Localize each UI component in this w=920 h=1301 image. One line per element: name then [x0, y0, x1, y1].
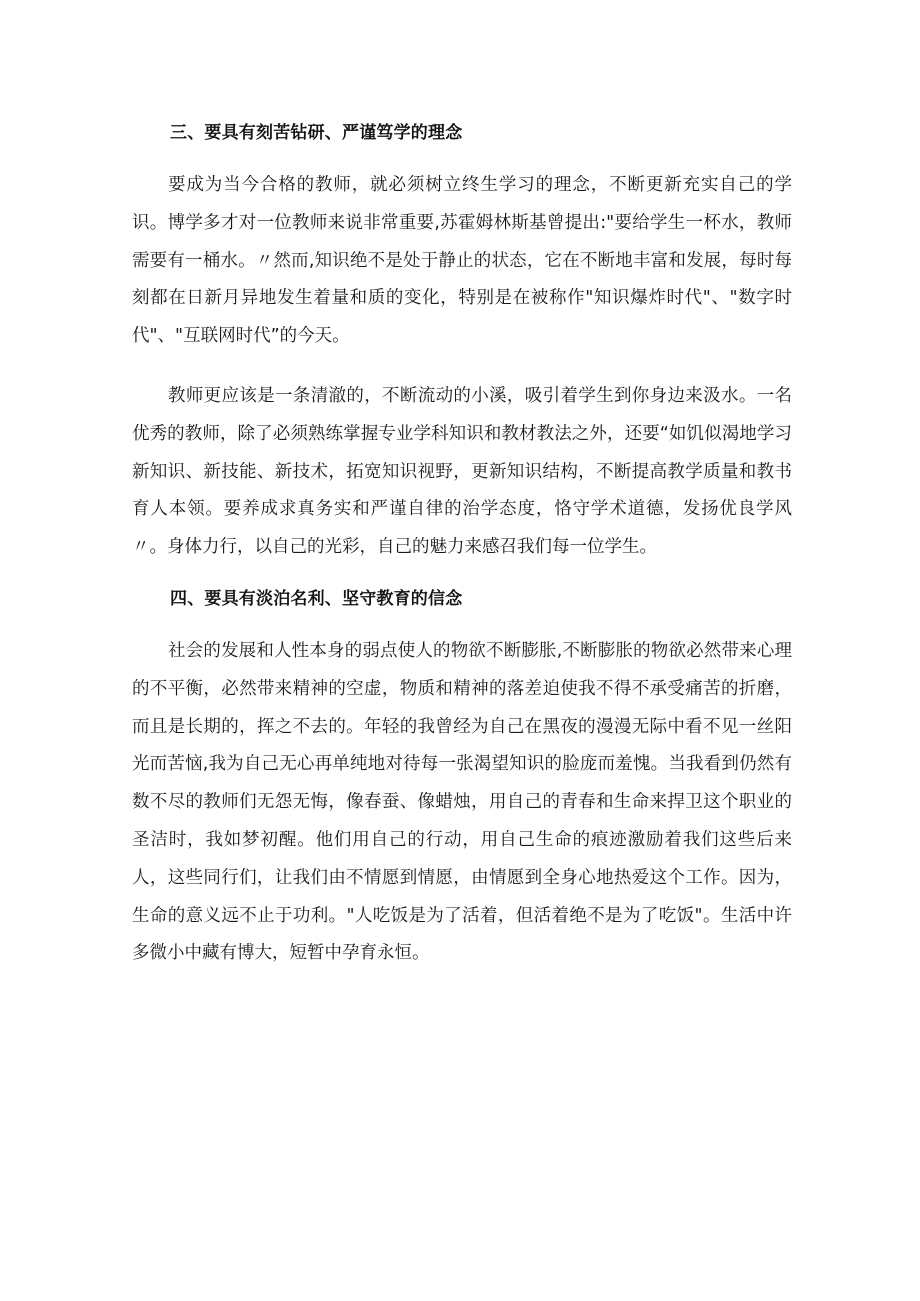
paragraph-beyond-fame: 社会的发展和人性本身的弱点使人的物欲不断膨胀,不断膨胀的物欲必然带来心理的不平衡，必然带来精神的空虚，物质和精神的落差迫使我不得不承受痛苦的折磨，而且是长期的，挥之不去的。年轻的我曾经为自己在黑夜的漫漫无际中看不见一丝阳光而苦恼,我为自己无心再单纯地对待每一张渴望知识的脸庞而羞愧。当我看到仍然有数不尽的教师们无怨无悔，像春蚕、像蜡烛，用自己的青春和生命来捍卫这个职业的圣洁时，我如梦初醒。他们用自己的行动，用自己生命的痕迹激励着我们这些后来人，这些同行们，让我们由不情愿到情愿，由情愿到全身心地热爱这个工作。因为，生命的意义远不止于功利。"人吃饭是为了活着，但活着绝不是为了吃饭"。生活中许多微小中藏有博大，短暂中孕育永恒。: [132, 640, 792, 964]
document-body: [132, 116, 792, 973]
section-heading-4: 四、要具有淡泊名利、坚守教育的信念: [170, 588, 463, 609]
paragraph-lifelong-learning: 要成为当今合格的教师，就必须树立终生学习的理念，不断更新充实自己的学识。博学多才对一位教师来说非常重要,苏霍姆林斯基曾提出:"要给学生一杯水，教师需要有一桶水。〃然而,知识绝不是处于静止的状态，它在不断地丰富和发展，每时每刻都在日新月异地发生着量和质的变化，特别是在被称作"知识爆炸时代"、"数字时代"、"互联网时代”的今天。: [132, 175, 792, 347]
paragraph-flowing-stream: 教师更应该是一条清澈的，不断流动的小溪，吸引着学生到你身边来汲水。一名优秀的教师，除了必须熟练掌握专业学科知识和教材教法之外，还要“如饥似渴地学习新知识、新技能、新技术，拓宽知识视野，更新知识结构，不断提高教学质量和教书育人本领。要养成求真务实和严谨自律的治学态度，恪守学术道德，发扬优良学风〃。身体力行，以自己的光彩，自己的魅力来感召我们每一位学生。: [132, 385, 792, 558]
section-heading-3: 三、要具有刻苦钻研、严谨笃学的理念: [170, 123, 463, 143]
